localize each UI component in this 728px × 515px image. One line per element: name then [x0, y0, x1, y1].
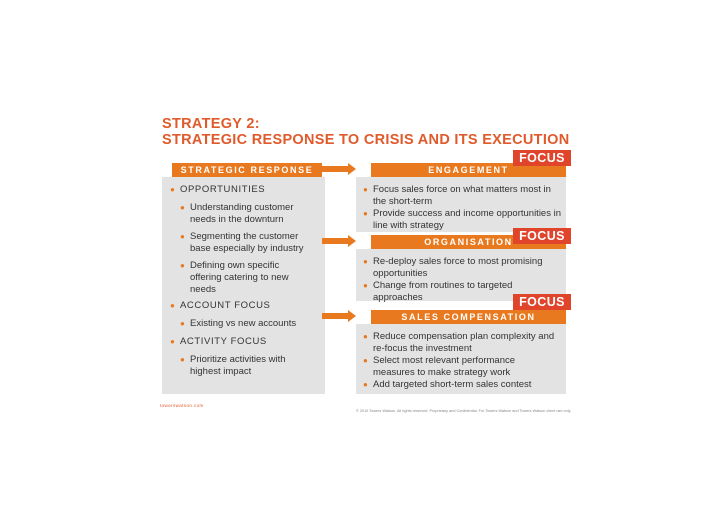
arrow-head-engagement [348, 163, 356, 175]
list-item-sales-comp-2 [363, 355, 553, 379]
sales-compensation-header: SALES COMPENSATION [371, 310, 566, 324]
strategic-response-header: STRATEGIC RESPONSE [172, 163, 322, 177]
activity-focus-label: ACTIVITY FOCUS [180, 336, 267, 347]
opp-item-text: Defining own specific offering catering to new needs [190, 260, 289, 295]
sales-comp-item-text: Select most relevant performance measures to make strategy work [373, 355, 516, 378]
list-item-account-1 [180, 318, 320, 330]
engagement-item-text: Focus sales force on what matters most in the short-term [373, 184, 551, 207]
slide-title-line1: STRATEGY 2: [162, 116, 260, 132]
list-item-activity-focus [170, 336, 320, 348]
sales-compensation-focus-badge: FOCUS [513, 294, 571, 310]
list-item-organisation-2 [363, 280, 523, 304]
opportunities-label: OPPORTUNITIES [180, 184, 266, 195]
slide-title-line2: STRATEGIC RESPONSE TO CRISIS AND ITS EXECUTION [162, 132, 570, 148]
footer-copyright: © 2010 Towers Watson. All rights reserved. Proprietary and Confidential. For Towers Watson and Towers Watson client use only. [356, 409, 572, 413]
bullet-icon: ● [170, 337, 176, 346]
bullet-icon: ● [180, 261, 185, 270]
bullet-icon: ● [363, 332, 368, 341]
bullet-icon: ● [170, 185, 176, 194]
list-item-sales-comp-1 [363, 331, 568, 355]
sales-comp-item-text: Reduce compensation plan complexity and re-focus the investment [373, 331, 555, 354]
sales-comp-item-text: Add targeted short-term sales contest [373, 379, 532, 390]
bullet-icon: ● [363, 209, 368, 218]
arrow-shaft-engagement [322, 166, 350, 172]
arrow-shaft-organisation [322, 238, 350, 244]
list-item-opp-1 [180, 202, 308, 226]
list-item-engagement-1 [363, 184, 563, 208]
organisation-item-text: Re-deploy sales force to most promising opportunities [373, 256, 543, 279]
list-item-opp-2 [180, 231, 320, 255]
account-item-text: Existing vs new accounts [190, 318, 297, 329]
bullet-icon: ● [180, 355, 185, 364]
list-item-sales-comp-3 [363, 379, 568, 391]
bullet-icon: ● [363, 257, 368, 266]
opp-item-text: Understanding customer needs in the downturn [190, 202, 294, 225]
list-item-account-focus [170, 300, 320, 312]
left-panel-content [170, 184, 320, 394]
list-item-organisation-1 [363, 256, 563, 280]
arrow-head-sales-comp [348, 310, 356, 322]
activity-item-text: Prioritize activities with highest impact [190, 354, 286, 377]
organisation-focus-badge: FOCUS [513, 228, 571, 244]
bullet-icon: ● [363, 380, 368, 389]
bullet-icon: ● [180, 319, 185, 328]
arrow-head-organisation [348, 235, 356, 247]
bullet-icon: ● [180, 232, 185, 241]
account-focus-label: ACCOUNT FOCUS [180, 300, 271, 311]
footer-website: towerswatson.com [160, 403, 204, 408]
opp-item-text: Segmenting the customer base especially by industry [190, 231, 304, 254]
list-item-opportunities [170, 184, 320, 196]
organisation-item-text: Change from routines to targeted approaches [373, 280, 513, 303]
list-item-activity-1 [180, 354, 308, 378]
engagement-focus-badge: FOCUS [513, 150, 571, 166]
list-item-opp-3 [180, 260, 302, 296]
bullet-icon: ● [363, 185, 368, 194]
bullet-icon: ● [363, 281, 368, 290]
bullet-icon: ● [363, 356, 368, 365]
arrow-shaft-sales-comp [322, 313, 350, 319]
bullet-icon: ● [170, 301, 176, 310]
engagement-header: ENGAGEMENT [371, 163, 566, 177]
organisation-header: ORGANISATION [371, 235, 566, 249]
engagement-item-text: Provide success and income opportunities in line with strategy [373, 208, 561, 231]
bullet-icon: ● [180, 203, 185, 212]
